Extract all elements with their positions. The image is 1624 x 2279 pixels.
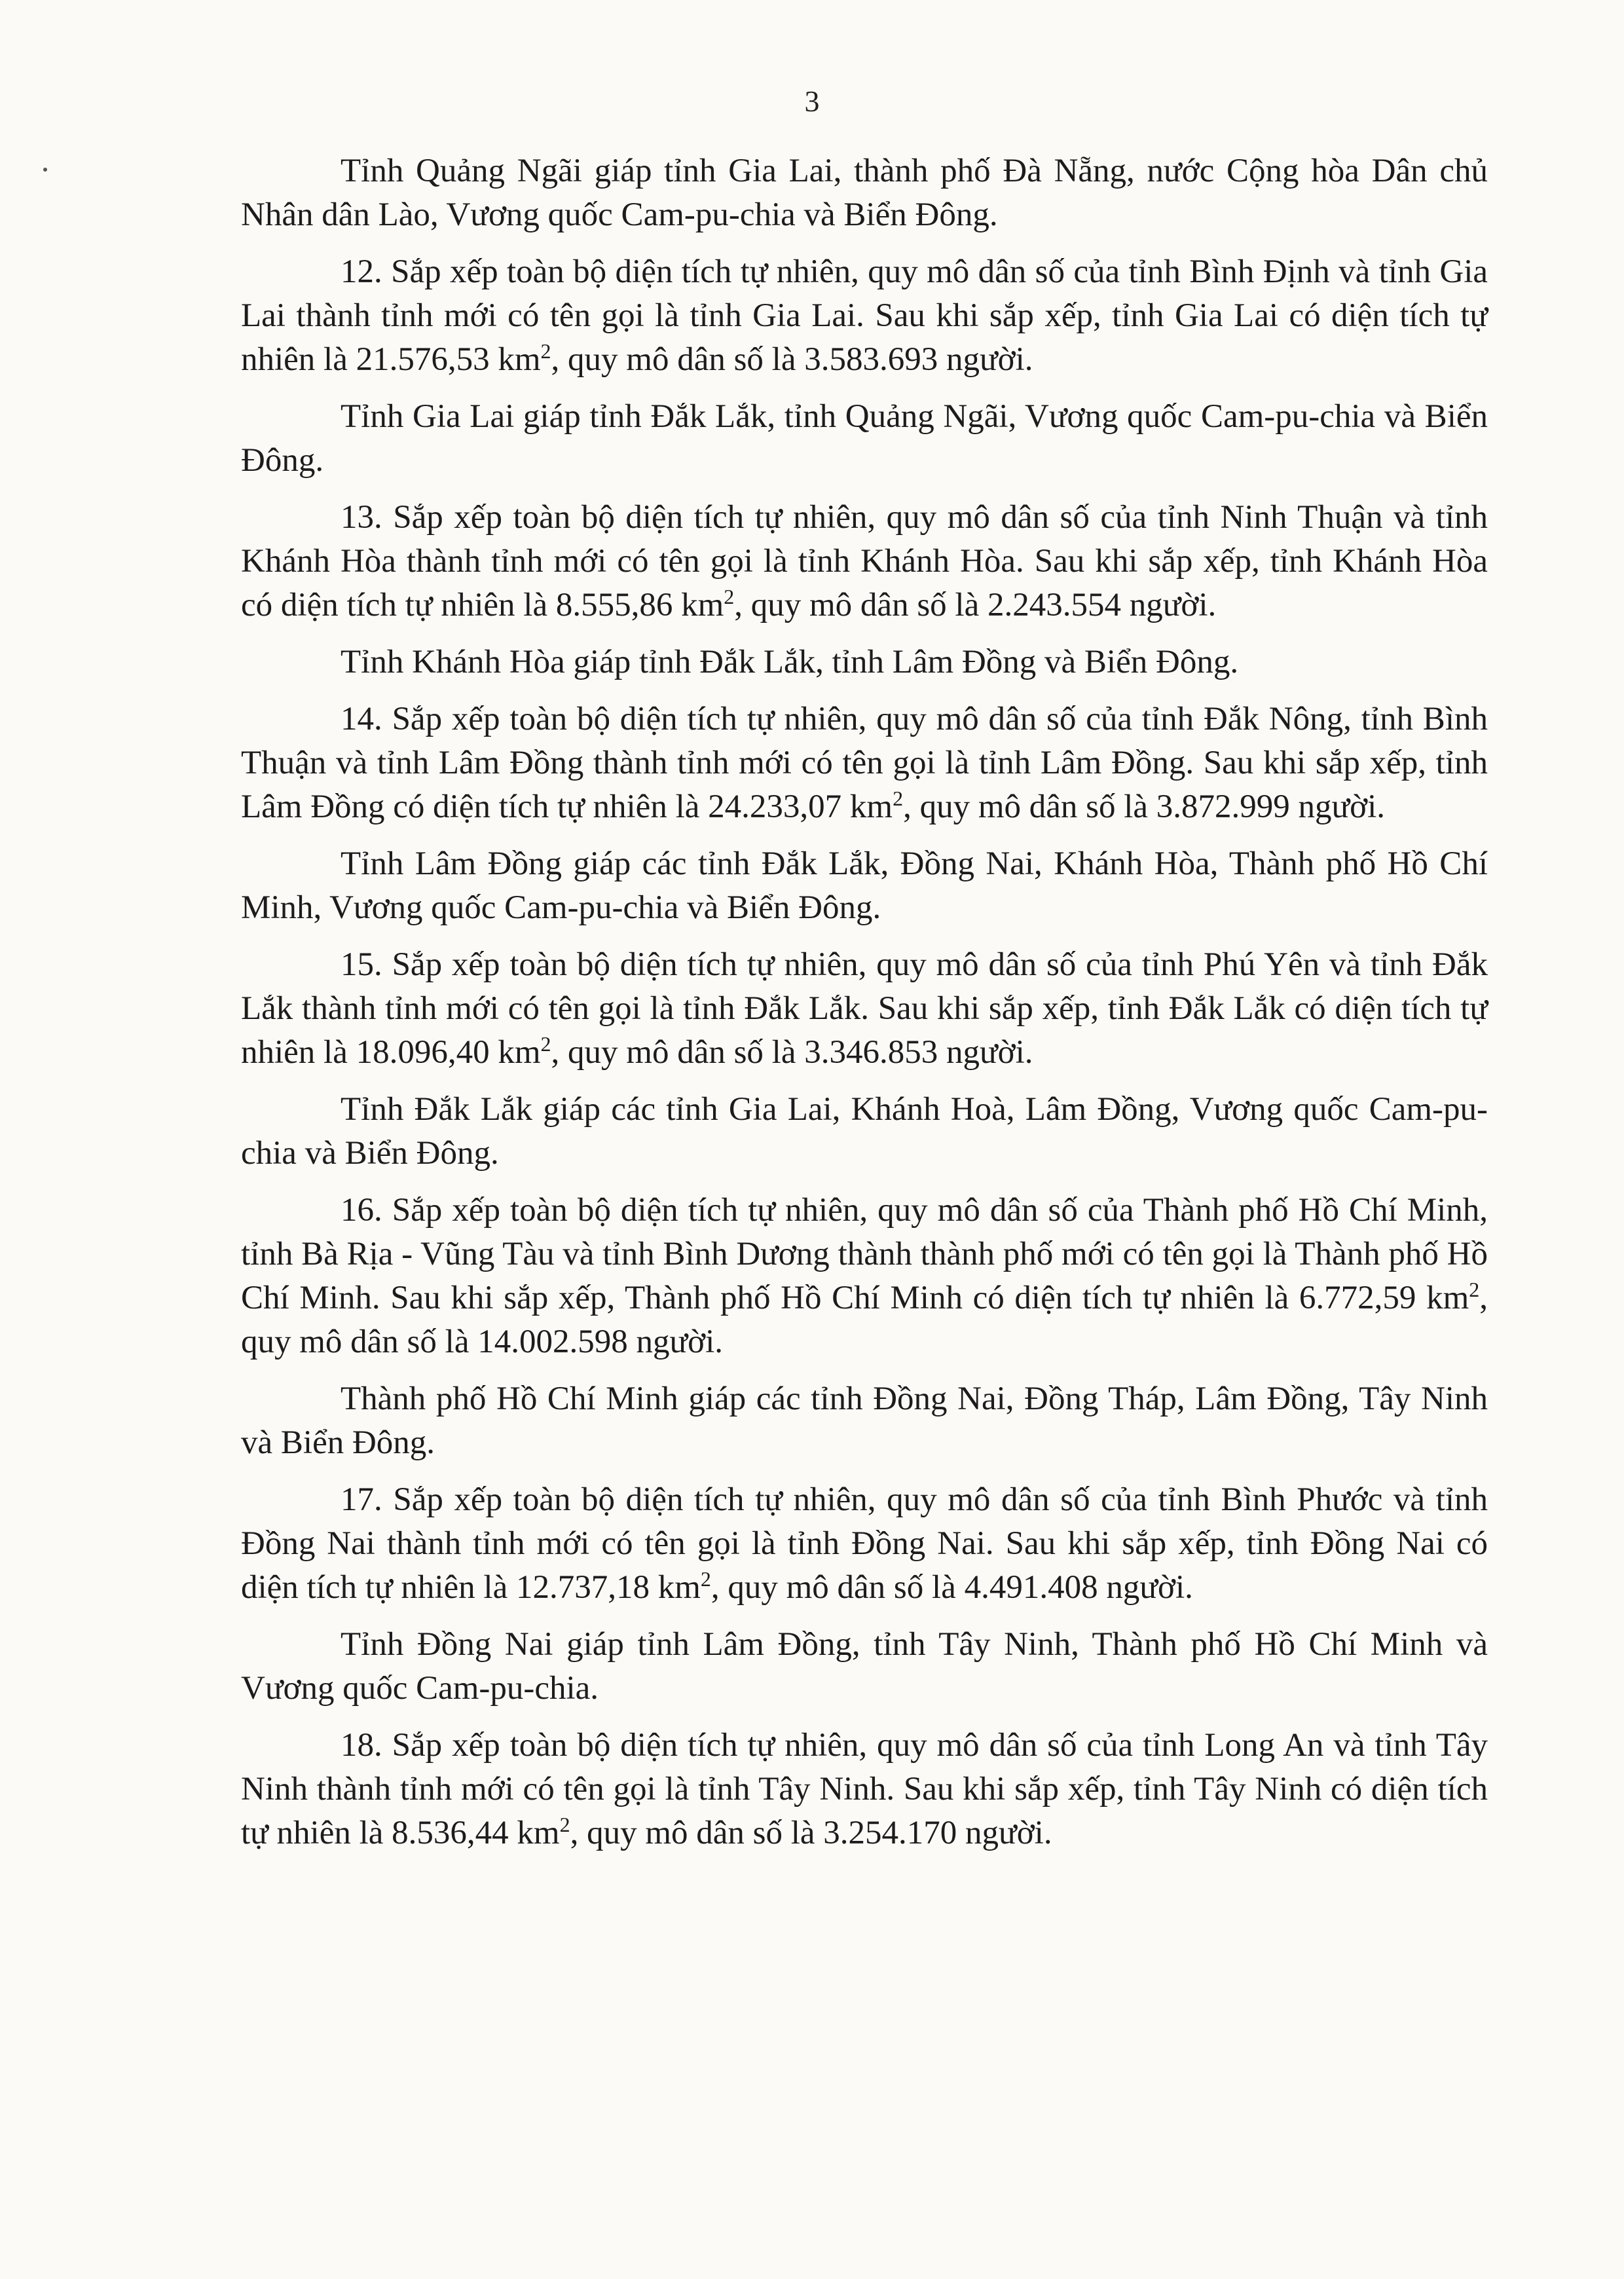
superscript: 2: [724, 585, 735, 608]
paragraph-text: , quy mô dân số là 4.491.408 người.: [710, 1569, 1193, 1606]
paragraph-lam-dong-borders: [241, 842, 1488, 930]
paragraph-item-13: [241, 496, 1488, 627]
scan-speck: [43, 168, 47, 172]
superscript: 2: [540, 339, 551, 363]
paragraph-text: Tỉnh Đắk Lắk giáp các tỉnh Gia Lai, Khánh Hoà, Lâm Đồng, Vương quốc Cam-pu-chia và Biển Đông.: [241, 1091, 1488, 1172]
paragraph-text: 12. Sắp xếp toàn bộ diện tích tự nhiên, quy mô dân số của tỉnh Bình Định và tỉnh Gia Lai thành tỉnh mới có tên gọi là tỉnh Gia Lai. Sau khi sắp xếp, tỉnh Gia Lai có diện tích tự nhiên là 21.576,53 km: [241, 253, 1488, 378]
paragraph-item-17: [241, 1478, 1488, 1610]
superscript: 2: [700, 1567, 711, 1591]
paragraph-text: , quy mô dân số là 3.583.693 người.: [551, 341, 1033, 378]
paragraph-text: Tỉnh Đồng Nai giáp tỉnh Lâm Đồng, tỉnh Tây Ninh, Thành phố Hồ Chí Minh và Vương quốc Cam-pu-chia.: [241, 1626, 1488, 1707]
paragraph-text: Tỉnh Gia Lai giáp tỉnh Đắk Lắk, tỉnh Quảng Ngãi, Vương quốc Cam-pu-chia và Biển Đông.: [241, 398, 1488, 479]
superscript: 2: [893, 787, 904, 810]
paragraph-text: Thành phố Hồ Chí Minh giáp các tỉnh Đồng Nai, Đồng Tháp, Lâm Đồng, Tây Ninh và Biển Đông.: [241, 1380, 1488, 1461]
paragraph-text: 14. Sắp xếp toàn bộ diện tích tự nhiên, quy mô dân số của tỉnh Đắk Nông, tỉnh Bình Thuận và tỉnh Lâm Đồng thành tỉnh mới có tên gọi là tỉnh Lâm Đồng. Sau khi sắp xếp, tỉnh Lâm Đồng có diện tích tự nhiên là 24.233,07 km: [241, 701, 1488, 825]
paragraph-text: 17. Sắp xếp toàn bộ diện tích tự nhiên, quy mô dân số của tỉnh Bình Phước và tỉnh Đồng Nai thành tỉnh mới có tên gọi là tỉnh Đồng Nai. Sau khi sắp xếp, tỉnh Đồng Nai có diện tích tự nhiên là 12.737,18 km: [241, 1481, 1488, 1606]
paragraph-gia-lai-borders: [241, 395, 1488, 483]
paragraph-ho-chi-minh-borders: [241, 1377, 1488, 1465]
paragraph-text: 15. Sắp xếp toàn bộ diện tích tự nhiên, quy mô dân số của tỉnh Phú Yên và tỉnh Đắk Lắk thành tỉnh mới có tên gọi là tỉnh Đắk Lắk. Sau khi sắp xếp, tỉnh Đắk Lắk có diện tích tự nhiên là 18.096,40 km: [241, 946, 1488, 1071]
paragraph-text: , quy mô dân số là 3.254.170 người.: [570, 1815, 1052, 1851]
paragraph-text: 13. Sắp xếp toàn bộ diện tích tự nhiên, quy mô dân số của tỉnh Ninh Thuận và tỉnh Khánh Hòa thành tỉnh mới có tên gọi là tỉnh Khánh Hòa. Sau khi sắp xếp, tỉnh Khánh Hòa có diện tích tự nhiên là 8.555,86 km: [241, 499, 1488, 623]
document-body: [241, 149, 1488, 1868]
paragraph-item-15: [241, 943, 1488, 1075]
paragraph-text: Tỉnh Quảng Ngãi giáp tỉnh Gia Lai, thành phố Đà Nẵng, nước Cộng hòa Dân chủ Nhân dân Lào, Vương quốc Cam-pu-chia và Biển Đông.: [241, 153, 1488, 233]
paragraph-text: 18. Sắp xếp toàn bộ diện tích tự nhiên, quy mô dân số của tỉnh Long An và tỉnh Tây Ninh thành tỉnh mới có tên gọi là tỉnh Tây Ninh. Sau khi sắp xếp, tỉnh Tây Ninh có diện tích tự nhiên là 8.536,44 km: [241, 1727, 1488, 1851]
paragraph-text: Tỉnh Lâm Đồng giáp các tỉnh Đắk Lắk, Đồng Nai, Khánh Hòa, Thành phố Hồ Chí Minh, Vương quốc Cam-pu-chia và Biển Đông.: [241, 845, 1488, 926]
paragraph-text: , quy mô dân số là 2.243.554 người.: [734, 587, 1217, 623]
paragraph-khanh-hoa-borders: [241, 640, 1488, 684]
paragraph-quang-ngai-borders: [241, 149, 1488, 237]
page-number: 3: [804, 84, 820, 118]
paragraph-dong-nai-borders: [241, 1623, 1488, 1711]
paragraph-item-18: [241, 1724, 1488, 1855]
superscript: 2: [1469, 1278, 1480, 1301]
paragraph-item-12: [241, 250, 1488, 382]
paragraph-text: , quy mô dân số là 3.346.853 người.: [551, 1034, 1033, 1071]
paragraph-dak-lak-borders: [241, 1088, 1488, 1176]
paragraph-text: Tỉnh Khánh Hòa giáp tỉnh Đắk Lắk, tỉnh Lâm Đồng và Biển Đông.: [341, 644, 1239, 680]
paragraph-item-14: [241, 697, 1488, 829]
paragraph-item-16: [241, 1189, 1488, 1364]
paragraph-text: , quy mô dân số là 14.002.598 người.: [241, 1280, 1488, 1360]
superscript: 2: [540, 1032, 551, 1056]
superscript: 2: [559, 1813, 570, 1836]
paragraph-text: 16. Sắp xếp toàn bộ diện tích tự nhiên, quy mô dân số của Thành phố Hồ Chí Minh, tỉnh Bà Rịa - Vũng Tàu và tỉnh Bình Dương thành thành phố mới có tên gọi là Thành phố Hồ Chí Minh. Sau khi sắp xếp, Thành phố Hồ Chí Minh có diện tích tự nhiên là 6.772,59 km: [241, 1192, 1488, 1316]
paragraph-text: , quy mô dân số là 3.872.999 người.: [903, 788, 1386, 825]
